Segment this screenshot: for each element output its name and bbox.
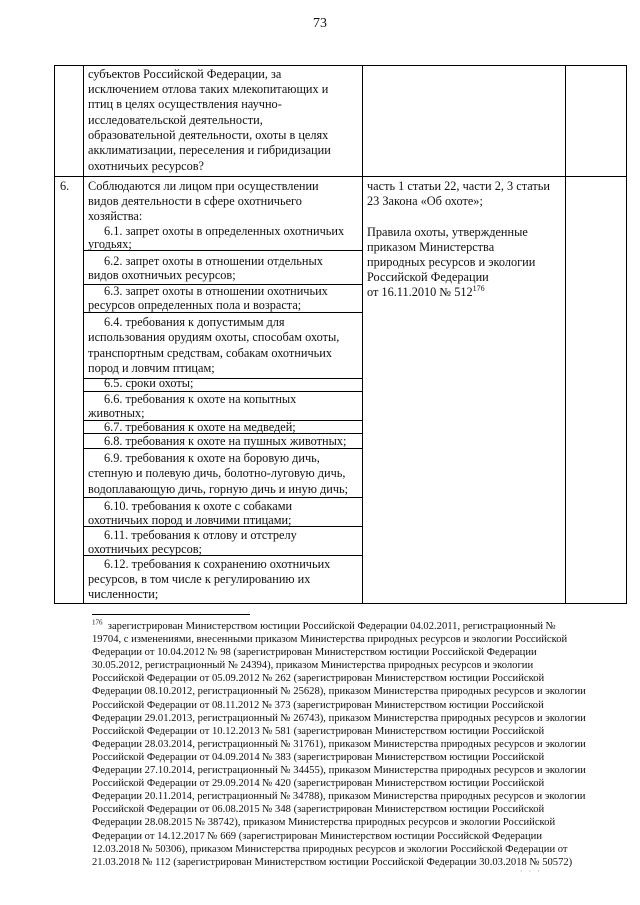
subitem-line: 6.6. требования к охоте на копытных (104, 392, 297, 406)
subitem-line: 6.12. требования к сохранению охотничьих (104, 557, 331, 571)
table-border-left (54, 65, 55, 604)
checklist-table (54, 65, 627, 604)
question-text-line: видов деятельности в сфере охотничьего (88, 194, 302, 208)
question-text-line: охотничьих ресурсов? (88, 159, 205, 173)
page-number: 73 (313, 16, 327, 31)
question-text-line: субъектов Российской Федерации, за (88, 67, 282, 81)
footnote-line: Российской Федерации от 08.11.2012 № 373 (зарегистрирован Министерством юстиции Российской (92, 699, 544, 711)
question-number: 6. (60, 179, 70, 193)
subitem-line: водоплавающую дичь, горную дичь и иную дичь; (88, 482, 349, 496)
subitem-line: охотничьих пород и ловчими птицами; (88, 513, 292, 527)
footnote-text: зарегистрирован Министерством юстиции Российской Федерации 04.02.2011, регистрационный № (107, 621, 556, 632)
subitem-line: использования орудиям охоты, способам охоты, (88, 330, 340, 344)
footnote-line: Федерации 20.11.2014, регистрационный № 34788), приказом Министерства природных ресурсов и экологии (92, 791, 586, 803)
footnote-line: Федерации 29.01.2013, регистрационный № 26743), приказом Министерства природных ресурсов и экологии (92, 712, 586, 724)
subitem-line: 6.3. запрет охоты в отношении охотничьих (104, 284, 328, 298)
footnote-line: 21.03.2018 № 112 (зарегистрирован Министерством юстиции Российской Федерации 30.03.2018 № 50572) (92, 856, 573, 868)
footnote-line: 30.05.2012, регистрационный № 24394), приказом Министерства природных ресурсов и экологии (92, 660, 534, 672)
table-col-divider (362, 65, 363, 604)
legal-basis-line: Правила охоты, утвержденные (367, 225, 528, 239)
legal-basis-line: часть 1 статьи 22, части 2, 3 статьи (367, 179, 550, 193)
footnote-line: Российской Федерации от 29.09.2014 № 420 (зарегистрирован Министерством юстиции Российской (92, 778, 545, 790)
subitem-line: численности; (88, 587, 159, 601)
table-col-divider (83, 65, 84, 604)
question-text-line: птиц в целях осуществления научно- (88, 97, 282, 111)
question-text-line: Соблюдаются ли лицом при осуществлении (88, 179, 319, 193)
subitem-line: транспортным средствам, собакам охотничьих (88, 346, 332, 360)
footnote-line: Федерации от 10.04.2012 № 98 (зарегистрирован Министерством юстиции Российской Федерации (92, 647, 537, 659)
question-text-line: акклиматизации, переселения и гибридизации (88, 143, 331, 157)
table-border-right (626, 65, 627, 604)
footnote-reference: 176 (472, 283, 485, 293)
subitem-line: ресурсов, в том числе к регулированию их (88, 572, 311, 586)
subitem-line: видов охотничьих ресурсов; (88, 268, 236, 282)
subitem-line: 6.4. требования к допустимым для (104, 315, 285, 329)
question-text-line: исследовательской деятельности, (88, 113, 263, 127)
legal-basis-line (367, 285, 485, 300)
legal-basis-last: от 16.11.2010 № 512 (367, 285, 473, 299)
footnote-line: 12.03.2018 № 50306), приказом Министерства природных ресурсов и экологии Российской Федерации от (92, 843, 568, 855)
subitem-line: 6.9. требования к охоте на боровую дичь, (104, 451, 320, 465)
subitem-line: 6.5. сроки охоты; (104, 376, 194, 390)
legal-basis-line: приказом Министерства (367, 240, 495, 254)
footnote-line: 19704, с изменениями, внесенными приказом Министерства природных ресурсов и экологии Российской (92, 634, 568, 646)
subitem-line: ресурсов определенных пола и возраста; (88, 298, 302, 312)
footnote-separator (92, 614, 250, 615)
question-text-line: исключением отлова таких млекопитающих и (88, 82, 329, 96)
footnote-line: Федерации 08.10.2012, регистрационный № 25628), приказом Министерства природных ресурсов и экологии (92, 686, 586, 698)
subitem-line: 6.7. требования к охоте на медведей; (104, 420, 296, 434)
footnote-line: Российской Федерации от 04.09.2014 № 383 (зарегистрирован Министерством юстиции Российской (92, 751, 545, 763)
subitem-line: охотничьих ресурсов; (88, 542, 202, 556)
subitem-line: 6.8. требования к охоте на пушных животных; (104, 434, 347, 448)
footnote-line: Федерации 28.08.2015 № 38742), приказом Министерства природных ресурсов и экологии Российской (92, 817, 556, 829)
subitem-line: степную и полевую дичь, болотно-луговую дичь, (88, 466, 346, 480)
legal-basis-line: Российской Федерации (367, 270, 489, 284)
footnote-line: Федерации от 14.12.2017 № 669 (зарегистрирован Министерством юстиции Российской Федерации (92, 830, 542, 842)
subitem-line: 6.10. требования к охоте с собаками (104, 499, 293, 513)
footnote-line (92, 620, 598, 633)
legal-basis-line: 23 Закона «Об охоте»; (367, 194, 483, 208)
table-row-divider (54, 176, 627, 177)
table-border-bottom (54, 603, 627, 604)
table-col-divider (565, 65, 566, 604)
footnote-line: Федерации 28.03.2014, регистрационный № 31761), приказом Министерства природных ресурсов и экологии (92, 738, 586, 750)
subitem-line: угодьях; (88, 237, 132, 251)
footnote-line: Российской Федерации от 05.09.2012 № 262 (зарегистрирован Министерством юстиции Российской (92, 673, 545, 685)
table-border-top (54, 65, 627, 66)
footnote-number: 176 (92, 618, 103, 627)
subitem-line: 6.1. запрет охоты в определенных охотничьих (104, 224, 345, 238)
subitem-line: пород и ловчим птицам; (88, 361, 215, 375)
footnote-line: Российской Федерации от 10.12.2013 № 581 (зарегистрирован Министерством юстиции Российской (92, 725, 545, 737)
footnote-line: Российской Федерации от 06.08.2015 № 348 (зарегистрирован Министерством юстиции Российской (92, 804, 545, 816)
legal-basis-line: природных ресурсов и экологии (367, 255, 536, 269)
subitem-divider (83, 497, 362, 498)
subitem-line: животных; (88, 406, 145, 420)
scan-mark: · · · (520, 867, 542, 876)
question-text-line: образовательной деятельности, охоты в целях (88, 128, 329, 142)
subitem-line: 6.2. запрет охоты в отношении отдельных (104, 254, 323, 268)
footnote-line: Федерации 27.10.2014, регистрационный № 34455), приказом Министерства природных ресурсов и экологии (92, 765, 586, 777)
question-text-line: хозяйства: (88, 209, 143, 223)
footnote (92, 620, 598, 869)
subitem-line: 6.11. требования к отлову и отстрелу (104, 528, 297, 542)
